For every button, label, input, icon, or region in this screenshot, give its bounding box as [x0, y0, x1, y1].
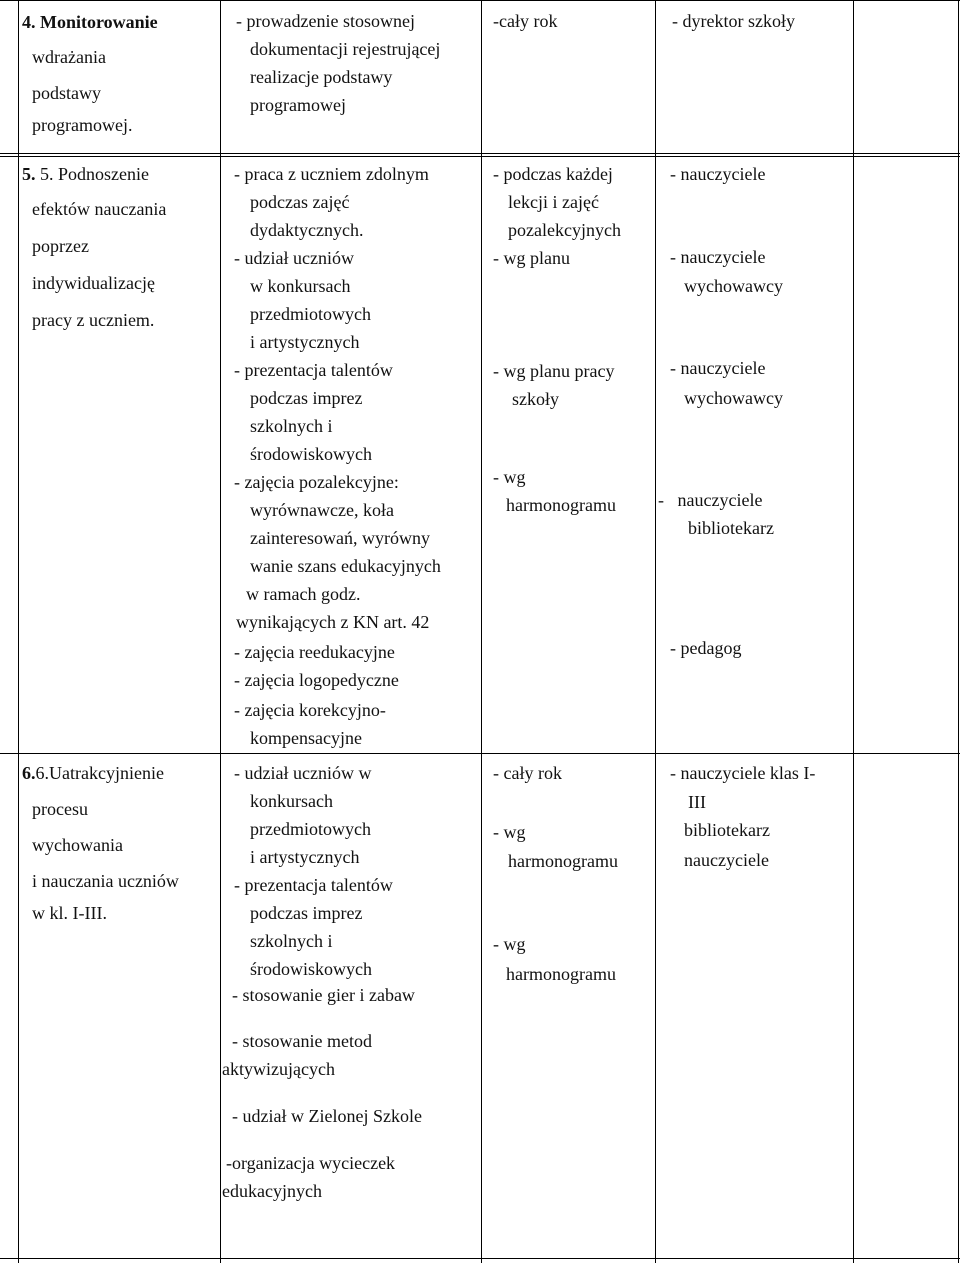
- table-border-left: [18, 0, 19, 1263]
- task-line: - udział w Zielonej Szkole: [232, 1106, 422, 1126]
- task-line: dokumentacji rejestrującej: [250, 39, 441, 59]
- task-line: programowej: [250, 95, 346, 115]
- task-line: konkursach: [250, 791, 333, 811]
- column-divider: [853, 0, 854, 1263]
- task-line: wyrównawcze, koła: [250, 500, 394, 520]
- responsible-line: nauczyciele: [684, 850, 769, 870]
- task-line: - zajęcia reedukacyjne: [234, 642, 395, 662]
- task-line: kompensacyjne: [250, 728, 362, 748]
- goal-line: i nauczania uczniów: [32, 871, 179, 891]
- column-divider: [481, 0, 482, 1263]
- responsible-line: III: [688, 792, 706, 812]
- task-line: - prezentacja talentów: [234, 875, 393, 895]
- term-line: - wg: [493, 934, 526, 954]
- goal-line: podstawy: [32, 83, 101, 103]
- goal-line: procesu: [32, 799, 88, 819]
- task-line: dydaktycznych.: [250, 220, 364, 240]
- responsible-line: - pedagog: [670, 638, 742, 658]
- task-line: - praca z uczniem zdolnym: [234, 164, 429, 184]
- goal-line: pracy z uczniem.: [32, 310, 155, 330]
- task-line: edukacyjnych: [222, 1181, 322, 1201]
- responsible-line: - nauczyciele: [670, 247, 766, 267]
- goal-line: poprzez: [32, 236, 89, 256]
- column-divider: [655, 0, 656, 1263]
- task-line: - stosowanie gier i zabaw: [232, 985, 415, 1005]
- responsible-line: wychowawcy: [684, 388, 783, 408]
- column-divider: [220, 0, 221, 1263]
- term-line: pozalekcyjnych: [508, 220, 621, 240]
- task-line: przedmiotowych: [250, 304, 371, 324]
- row-divider: [0, 153, 960, 154]
- task-line: podczas imprez: [250, 388, 363, 408]
- task-line: wanie szans edukacyjnych: [250, 556, 441, 576]
- term-line: - wg planu: [493, 248, 570, 268]
- task-line: - udział uczniów: [234, 248, 354, 268]
- row-divider: [0, 753, 960, 754]
- task-line: wynikających z KN art. 42: [236, 612, 430, 632]
- goal-line: 4. Monitorowanie: [22, 12, 158, 32]
- task-line: realizacje podstawy: [250, 67, 393, 87]
- term-line: - podczas każdej: [493, 164, 613, 184]
- goal-line: indywidualizację: [32, 273, 155, 293]
- goal-line: 5. 5. Podnoszenie: [22, 164, 149, 184]
- task-line: i artystycznych: [250, 332, 360, 352]
- task-line: - zajęcia logopedyczne: [234, 670, 399, 690]
- task-line: szkolnych i: [250, 931, 333, 951]
- term-line: -cały rok: [493, 11, 558, 31]
- responsible-line: bibliotekarz: [684, 820, 770, 840]
- task-line: - zajęcia pozalekcyjne:: [234, 472, 399, 492]
- table-border-right: [958, 0, 959, 1263]
- task-line: - zajęcia korekcyjno-: [234, 700, 386, 720]
- task-line: szkolnych i: [250, 416, 333, 436]
- responsible-line: wychowawcy: [684, 276, 783, 296]
- goal-line: wychowania: [32, 835, 123, 855]
- responsible-line: - dyrektor szkoły: [672, 11, 795, 31]
- goal-line: programowej.: [32, 115, 133, 135]
- responsible-line: - nauczyciele: [670, 358, 766, 378]
- task-line: środowiskowych: [250, 444, 372, 464]
- goal-line: w kl. I-III.: [32, 903, 107, 923]
- responsible-line: - nauczyciele: [658, 490, 763, 510]
- term-line: szkoły: [512, 389, 559, 409]
- task-line: - stosowanie metod: [232, 1031, 372, 1051]
- term-line: harmonogramu: [506, 495, 616, 515]
- term-line: - wg: [493, 467, 526, 487]
- task-line: i artystycznych: [250, 847, 360, 867]
- task-line: podczas imprez: [250, 903, 363, 923]
- responsible-line: bibliotekarz: [688, 518, 774, 538]
- task-line: przedmiotowych: [250, 819, 371, 839]
- term-line: - wg: [493, 822, 526, 842]
- task-line: podczas zajęć: [250, 192, 350, 212]
- goal-line: wdrażania: [32, 47, 106, 67]
- task-line: zainteresowań, wyrówny: [250, 528, 430, 548]
- table-border-top: [0, 0, 960, 1]
- responsible-line: - nauczyciele: [670, 164, 766, 184]
- term-line: lekcji i zajęć: [508, 192, 599, 212]
- task-line: - udział uczniów w: [234, 763, 372, 783]
- task-line: aktywizujących: [222, 1059, 335, 1079]
- responsible-line: - nauczyciele klas I-: [670, 763, 816, 783]
- term-line: - wg planu pracy: [493, 361, 615, 381]
- task-line: - prowadzenie stosownej: [236, 11, 415, 31]
- task-line: w konkursach: [250, 276, 351, 296]
- goal-line: 6.6.Uatrakcyjnienie: [22, 763, 164, 783]
- task-line: środowiskowych: [250, 959, 372, 979]
- task-line: -organizacja wycieczek: [226, 1153, 396, 1173]
- term-line: harmonogramu: [506, 964, 616, 984]
- term-line: harmonogramu: [508, 851, 618, 871]
- goal-line: efektów nauczania: [32, 199, 167, 219]
- task-line: - prezentacja talentów: [234, 360, 393, 380]
- task-line: w ramach godz.: [246, 584, 361, 604]
- term-line: - cały rok: [493, 763, 562, 783]
- table-border-bottom: [0, 1258, 960, 1259]
- row-divider: [0, 156, 960, 157]
